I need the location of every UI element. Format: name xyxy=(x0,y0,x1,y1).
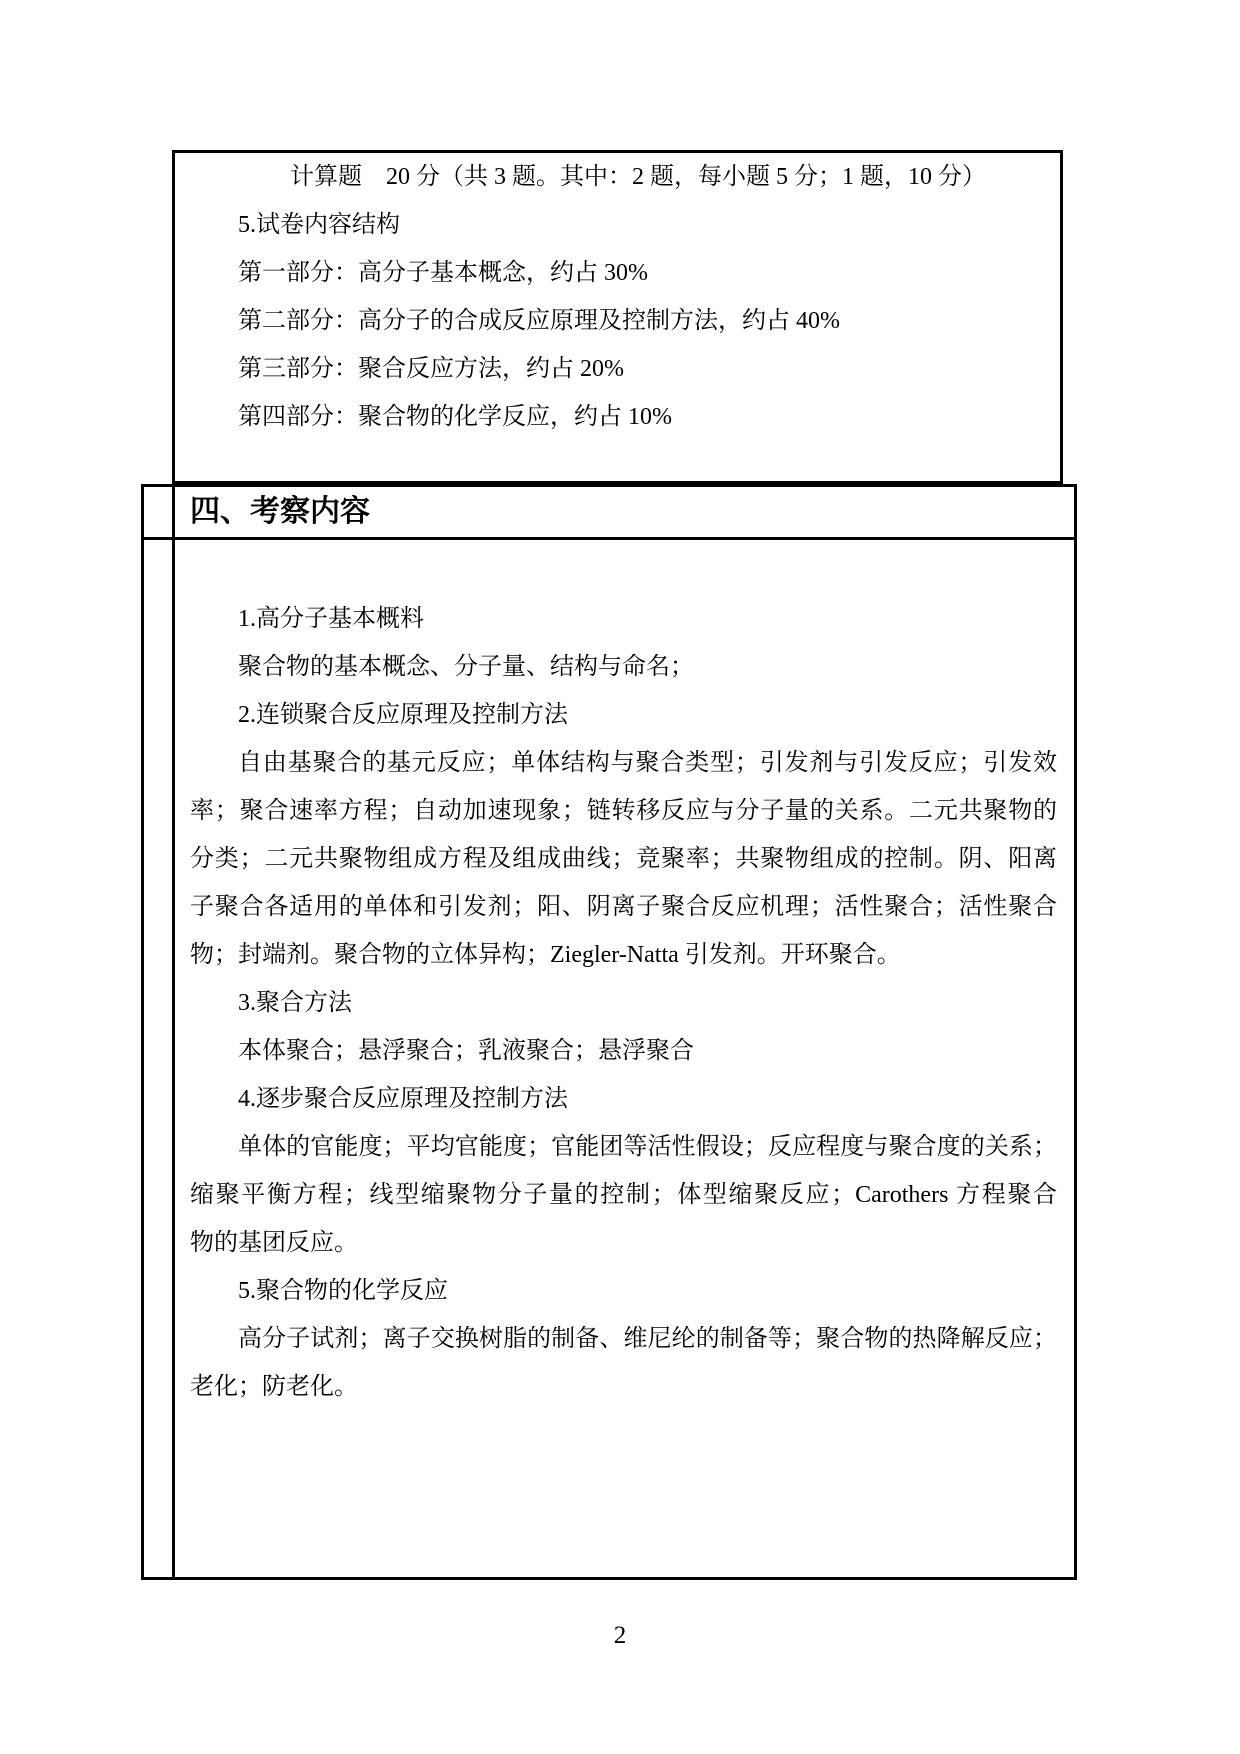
exam-structure-line: 第一部分：高分子基本概念，约占 30% xyxy=(238,260,648,286)
content-heading: 3.聚合方法 xyxy=(238,990,352,1016)
content-line: 缩聚平衡方程；线型缩聚物分子量的控制；体型缩聚反应；Carothers 方程聚合 xyxy=(190,1182,1057,1208)
exam-structure-line: 第四部分：聚合物的化学反应，约占 10% xyxy=(238,404,672,430)
content-line: 本体聚合；悬浮聚合；乳液聚合；悬浮聚合 xyxy=(238,1038,694,1064)
exam-content-box xyxy=(175,540,1077,1411)
exam-structure-line: 计算题 20 分（共 3 题。其中：2 题，每小题 5 分；1 题，10 分） xyxy=(290,164,986,190)
content-line: 高分子试剂；离子交换树脂的制备、维尼纶的制备等；聚合物的热降解反应； xyxy=(238,1326,1057,1352)
exam-structure-box xyxy=(172,150,1063,484)
content-line: 率；聚合速率方程；自动加速现象；链转移反应与分子量的关系。二元共聚物的 xyxy=(190,798,1057,824)
content-line: 物；封端剂。聚合物的立体异构；Ziegler-Natta 引发剂。开环聚合。 xyxy=(190,942,901,968)
exam-structure-line: 5.试卷内容结构 xyxy=(238,212,400,238)
section-title: 四、考察内容 xyxy=(190,495,370,528)
content-line: 聚合物的基本概念、分子量、结构与命名； xyxy=(238,654,694,680)
content-heading: 5.聚合物的化学反应 xyxy=(238,1278,448,1304)
exam-structure-line: 第三部分：聚合反应方法，约占 20% xyxy=(238,356,624,382)
content-heading: 1.高分子基本概料 xyxy=(238,606,424,632)
page-number: 2 xyxy=(613,1622,627,1649)
content-line: 物的基团反应。 xyxy=(190,1230,358,1256)
content-line: 自由基聚合的基元反应；单体结构与聚合类型；引发剂与引发反应；引发效 xyxy=(238,750,1057,776)
content-line: 老化；防老化。 xyxy=(190,1374,358,1400)
exam-structure-line: 第二部分：高分子的合成反应原理及控制方法，约占 40% xyxy=(238,308,840,334)
content-line: 子聚合各适用的单体和引发剂；阳、阴离子聚合反应机理；活性聚合；活性聚合 xyxy=(190,894,1057,920)
content-line: 分类；二元共聚物组成方程及组成曲线；竞聚率；共聚物组成的控制。阴、阳离 xyxy=(190,846,1057,872)
content-heading: 2.连锁聚合反应原理及控制方法 xyxy=(238,702,568,728)
content-line: 单体的官能度；平均官能度；官能团等活性假设；反应程度与聚合度的关系； xyxy=(238,1134,1057,1160)
content-heading: 4.逐步聚合反应原理及控制方法 xyxy=(238,1086,568,1112)
